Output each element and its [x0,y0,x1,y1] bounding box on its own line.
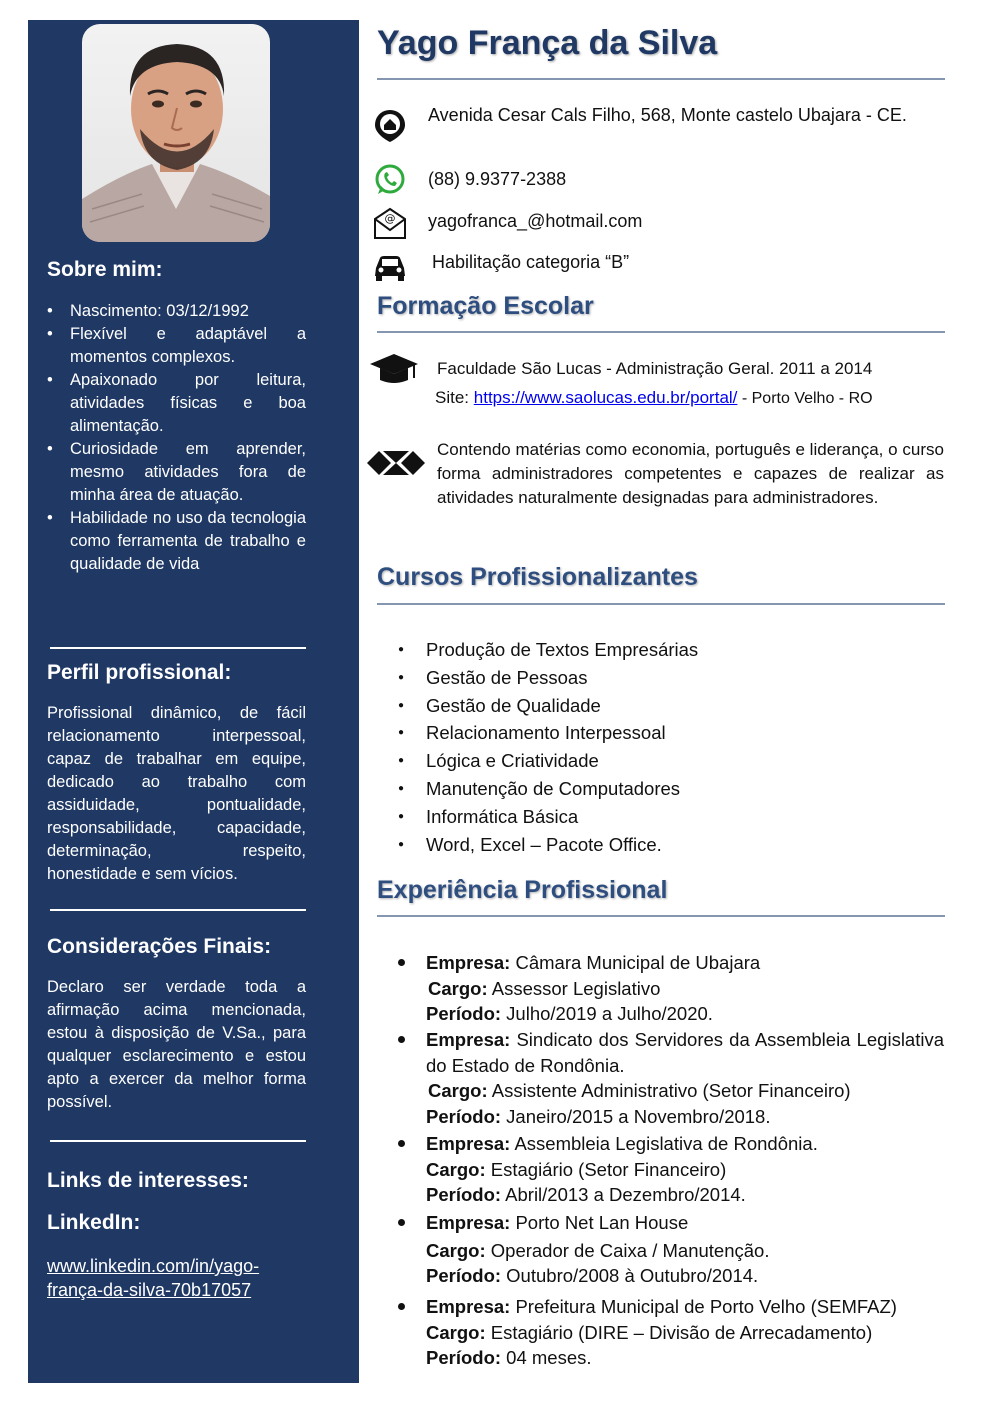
divider [50,647,306,649]
about-title: Sobre mim: [47,258,163,281]
list-item: • Curiosidade em aprender, mesmo atividades fora de minha área de atuação. [47,438,306,507]
role-label: Cargo: [426,1239,486,1261]
list-item: ● Produção de Textos Empresárias [398,636,698,664]
list-item: ● Informática Básica [398,803,698,831]
company-label: Empresa: [426,1029,511,1050]
company: Sindicato dos Servidores da Assembleia Legislativa do Estado de Rondônia. [426,1029,945,1076]
person-name: Yago França da Silva [377,24,718,62]
period-label: Período: [426,1003,502,1024]
company: Câmara Municipal de Ubajara [515,952,761,973]
email-text: yagofranca_@hotmail.com [428,211,643,231]
bradesco-logo-icon [365,447,427,479]
svg-text:@: @ [384,212,396,225]
list-item: ● Gestão de Pessoas [398,664,698,692]
email-envelope-icon [372,205,408,241]
address-text: Avenida Cesar Cals Filho, 568, Monte castelo Ubajara - CE. [428,105,907,125]
school-site-link[interactable]: https://www.saolucas.edu.br/portal/ [473,388,738,407]
divider [50,909,306,911]
phone-text: (88) 9.9377-2388 [428,169,567,189]
final-text: Declaro ser verdade toda a afirmação acima mencionada, estou à disposição de V.Sa., para qualquer esclarecimento e estou apto a exercer da melhor forma possível. [47,978,306,1111]
about-list [47,300,306,576]
role: Estagiário (DIRE – Divisão de Arrecadamento) [490,1321,873,1343]
company: Prefeitura Municipal de Porto Velho (SEMFAZ) [515,1296,897,1317]
education-description: Contendo matérias como economia, português e liderança, o curso forma administradores competentes e capazes de realizar as atividades naturalmente designadas para administradores. [437,440,944,507]
role-label: Cargo: [428,977,488,999]
list-item: ● Lógica e Criatividade [398,747,698,775]
divider [50,1140,306,1142]
bullet [398,959,405,966]
company: Assembleia Legislativa de Rondônia. [514,1133,818,1154]
company-label: Empresa: [426,1212,511,1233]
courses-list [398,636,698,858]
company-label: Empresa: [426,1296,511,1317]
divider [377,603,945,605]
site-label: Site: [435,388,470,407]
graduation-cap-icon [368,352,420,386]
role: Estagiário (Setor Financeiro) [490,1158,727,1180]
linkedin-label: LinkedIn: [47,1211,141,1234]
profile-photo [82,24,270,242]
car-icon [372,248,408,284]
bullet [398,1140,405,1147]
job-entry [398,1131,944,1208]
site-location: - Porto Velho - RO [737,390,873,407]
linkedin-link[interactable]: www.linkedin.com/in/yago-frança-da-silva-70b17057 [47,1256,260,1300]
list-item: ● Manutenção de Computadores [398,775,698,803]
period-label: Período: [426,1265,502,1286]
education-site-line [435,386,942,411]
bullet [398,1303,405,1310]
job-entry [398,950,944,1027]
list-item: ● Word, Excel – Pacote Office. [398,831,698,859]
profile-text: Profissional dinâmico, de fácil relacionamento interpessoal, capaz de trabalhar em equipe, dedicado ao trabalho com assiduidade, pontualidade, responsabilidade, capacidade, determinação, respeito, honestidade e sem vícios. [47,704,306,883]
period: Outubro/2008 à Outubro/2014. [506,1265,759,1286]
period-label: Período: [426,1184,502,1205]
education-title: Formação Escolar [377,292,594,320]
list-item: • Flexível e adaptável a momentos complexos. [47,323,306,369]
company-label: Empresa: [426,1133,511,1154]
period-label: Período: [426,1347,502,1368]
divider [377,78,945,80]
courses-title: Cursos Profissionalizantes [377,563,698,591]
role: Operador de Caixa / Manutenção. [490,1239,770,1261]
company: Porto Net Lan House [515,1212,689,1233]
links-title: Links de interesses: [47,1169,249,1192]
job-entry [398,1294,944,1371]
role: Assessor Legislativo [491,977,661,999]
role-label: Cargo: [426,1321,486,1343]
period: Janeiro/2015 a Novembro/2018. [506,1105,771,1127]
period: Abril/2013 a Dezembro/2014. [505,1184,746,1205]
role-label: Cargo: [426,1158,486,1180]
period: Julho/2019 a Julho/2020. [506,1003,713,1024]
education-course: Faculdade São Lucas - Administração Geral. 2011 a 2014 [437,359,873,378]
period-label: Período: [426,1105,502,1127]
list-item: • Apaixonado por leitura, atividades físicas e boa alimentação. [47,369,306,438]
whatsapp-icon [372,162,408,198]
license-text: Habilitação categoria “B” [432,252,630,272]
location-pin-icon [372,108,408,144]
profile-title: Perfil profissional: [47,661,232,684]
job-entry [398,1027,944,1129]
list-item: • Habilidade no uso da tecnologia como ferramenta de trabalho e qualidade de vida [47,507,306,576]
bullet [398,1219,405,1226]
role-label: Cargo: [428,1080,488,1101]
divider [377,331,945,333]
experience-title: Experiência Profissional [377,876,668,904]
company-label: Empresa: [426,952,511,973]
list-item: ● Relacionamento Interpessoal [398,719,698,747]
list-item: ● Gestão de Qualidade [398,692,698,720]
job-entry [398,1210,944,1289]
list-item: • Nascimento: 03/12/1992 [47,300,306,323]
role: Assistente Administrativo (Setor Financeiro) [491,1080,851,1101]
bullet [398,1036,405,1043]
divider [377,915,945,917]
final-title: Considerações Finais: [47,935,272,958]
period: 04 meses. [506,1347,592,1368]
